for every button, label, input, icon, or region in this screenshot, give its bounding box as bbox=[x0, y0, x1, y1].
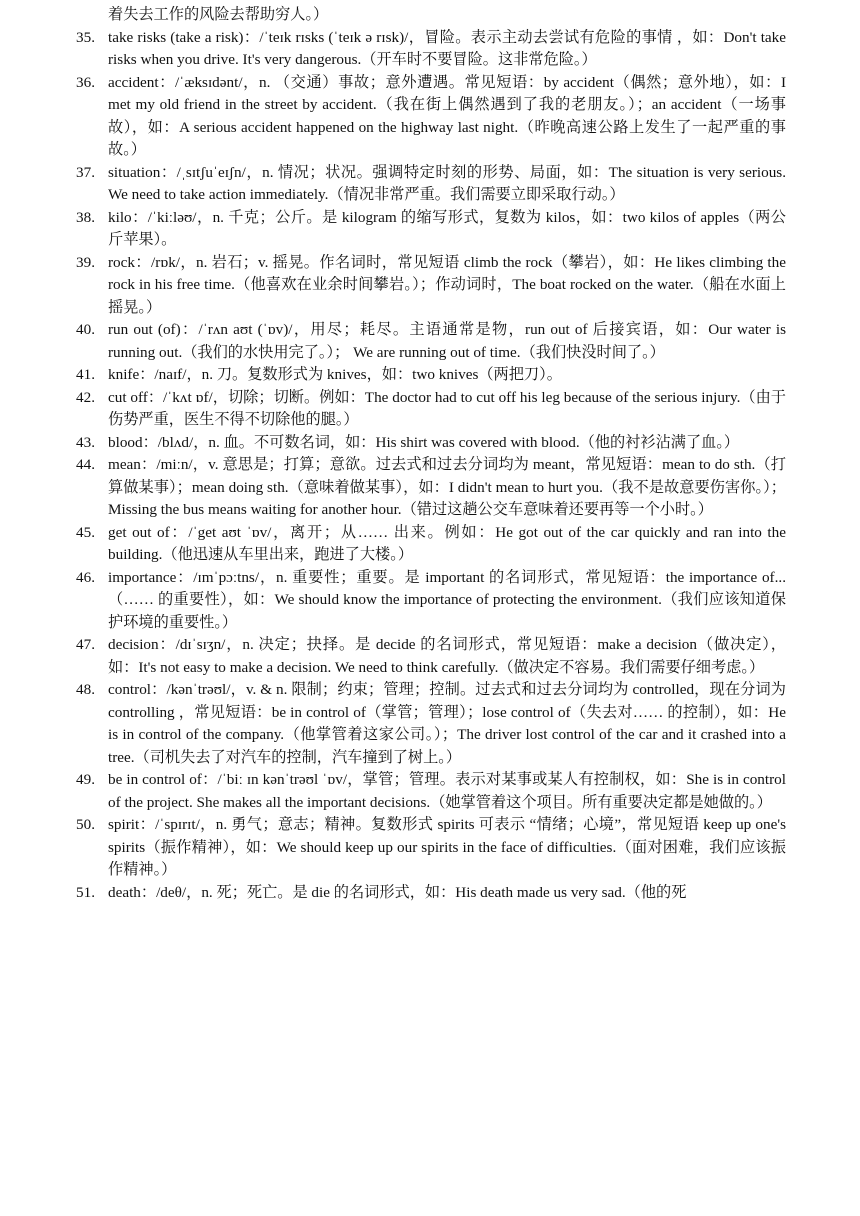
vocab-entry bbox=[76, 567, 786, 635]
entry-number: 41. bbox=[76, 366, 95, 383]
entry-number: 47. bbox=[76, 636, 95, 653]
entry-text: kilo：/ˈkiːləʊ/，n. 千克；公斤。是 kilogram 的缩写形式，复数为 kilos，如：two kilos of apples（两公斤苹果）。 bbox=[108, 208, 786, 248]
vocab-entry bbox=[76, 882, 786, 905]
vocab-entry bbox=[76, 252, 786, 320]
entry-text: mean：/miːn/，v. 意思是；打算；意欲。过去式和过去分词均为 meant，常见短语：mean to do sth.（打算做某事）；mean doing sth.（意味着做某事），如：I didn't mean to hurt you.（我不是故意要伤害你。）；Missing the bus means waiting for another hour.（错过这趟公交车意味着还要再等一个小时。） bbox=[108, 456, 786, 518]
entry-number: 38. bbox=[76, 208, 95, 226]
entry-text: spirit：/ˈspɪrɪt/，n. 勇气；意志；精神。复数形式 spirits 可表示 “情绪；心境”，常见短语 keep up one's spirits（振作精神），如：We should keep up our spirits in the face of difficulties.（面对困难，我们应该振作精神。） bbox=[108, 816, 786, 878]
entry-number: 44. bbox=[76, 456, 95, 473]
entry-number: 45. bbox=[76, 523, 95, 541]
entry-text: accident：/ˈæksɪdənt/，n. （交通）事故；意外遭遇。常见短语：by accident（偶然；意外地），如：I met my old friend in the street by accident.（我在街上偶然遇到了我的老朋友。）；an accident（一场事故），如：A serious accident happened on the highway last night.（昨晚高速公路上发生了一起严重的事故。） bbox=[108, 73, 786, 158]
entry-text: control：/kənˈtrəʊl/，v. & n. 限制；约束；管理；控制。过去式和过去分词均为 controlled，现在分词为 controlling ，常见短语：be in control of（掌管；管理）；lose control of（失去对…… 的控制），如：He is in control of the company.（他掌管着这家公司。）；The driver lost control of the car and it crashed into a tree.（司机失去了对汽车的控制，汽车撞到了树上。） bbox=[108, 681, 786, 766]
vocab-entry bbox=[76, 769, 786, 814]
vocab-entry bbox=[76, 679, 786, 769]
vocabulary-list bbox=[76, 27, 786, 905]
entry-text: blood：/blʌd/，n. 血。不可数名词，如：His shirt was covered with blood.（他的衬衫沾满了血。） bbox=[108, 433, 740, 451]
entry-text: run out (of)：/ˈrʌn aʊt (ˈɒv)/，用尽；耗尽。主语通常是物，run out of 后接宾语，如：Our water is running out.（我们的水快用完了。）； We are running out of time.（我们快没时间了。） bbox=[108, 321, 786, 361]
vocab-entry bbox=[76, 319, 786, 364]
vocab-entry bbox=[76, 387, 786, 432]
vocab-entry bbox=[76, 522, 786, 567]
entry-number: 46. bbox=[76, 568, 95, 586]
vocab-entry bbox=[76, 162, 786, 207]
entry-number: 39. bbox=[76, 253, 95, 271]
vocab-entry bbox=[76, 27, 786, 72]
entry-number: 50. bbox=[76, 816, 95, 833]
continued-text: 着失去工作的风险去帮助穷人。） bbox=[108, 6, 329, 23]
vocab-entry bbox=[76, 72, 786, 162]
entry-text: be in control of：/ˈbiː ɪn kənˈtrəʊl ˈɒv/，掌管；管理。表示对某事或某人有控制权，如：She is in control of the project. She makes all the important decisions.（她掌管着这个项目。所有重要决定都是她做的。） bbox=[108, 771, 786, 811]
entry-text: cut off：/ˈkʌt ɒf/，切除；切断。例如：The doctor had to cut off his leg because of the serious injury.（由于伤势严重，医生不得不切除他的腿。） bbox=[108, 388, 786, 428]
entry-text: get out of：/ˈget aʊt ˈɒv/，离开；从…… 出来。例如：He got out of the car quickly and ran into the building.（他迅速从车里出来，跑进了大楼。） bbox=[108, 523, 786, 563]
entry-number: 49. bbox=[76, 771, 95, 788]
vocab-entry bbox=[76, 454, 786, 522]
entry-text: decision：/dɪˈsɪʒn/，n. 决定；抉择。是 decide 的名词形式，常见短语：make a decision（做决定），如：It's not easy to make a decision. We need to think carefully.（做决定不容易。我们需要仔细考虑。） bbox=[108, 636, 786, 676]
entry-text: importance：/ɪmˈpɔːtns/，n. 重要性；重要。是 important 的名词形式，常见短语：the importance of...（…… 的重要性），如：We should know the importance of protecting the environment.（我们应该知道保护环境的重要性。） bbox=[108, 568, 786, 631]
entry-text: situation：/ˌsɪtʃuˈeɪʃn/，n. 情况；状况。强调特定时刻的形势、局面，如：The situation is very serious. We need to take action immediately.（情况非常严重。我们需要立即采取行动。） bbox=[108, 163, 786, 203]
entry-text: rock：/rɒk/，n. 岩石；v. 摇晃。作名词时，常见短语 climb the rock（攀岩），如：He likes climbing the rock in his free time.（他喜欢在业余时间攀岩。）；作动词时，The boat rocked on the water.（船在水面上摇晃。） bbox=[108, 253, 786, 316]
vocab-entry bbox=[76, 814, 786, 882]
entry-number: 42. bbox=[76, 388, 95, 406]
entry-number: 51. bbox=[76, 883, 95, 901]
entry-number: 36. bbox=[76, 73, 95, 91]
vocab-entry bbox=[76, 364, 786, 387]
vocab-entry bbox=[76, 432, 786, 455]
entry-text: take risks (take a risk)：/ˈteɪk rɪsks (ˈteɪk ə rɪsk)/，冒险。表示主动去尝试有危险的事情 ，如：Don't take risks when you drive. It's very dangerous.（开车时不要冒险。这非常危险。） bbox=[108, 28, 786, 68]
entry-number: 40. bbox=[76, 321, 95, 338]
entry-number: 37. bbox=[76, 163, 95, 181]
entry-number: 48. bbox=[76, 681, 95, 698]
entry-text: knife：/naɪf/，n. 刀。复数形式为 knives，如：two knives（两把刀）。 bbox=[108, 366, 562, 383]
vocab-entry bbox=[76, 634, 786, 679]
entry-text: death：/deθ/，n. 死；死亡。是 die 的名词形式，如：His death made us very sad.（他的死 bbox=[108, 883, 687, 901]
vocab-entry bbox=[76, 207, 786, 252]
entry-number: 35. bbox=[76, 28, 95, 46]
entry-number: 43. bbox=[76, 433, 95, 451]
